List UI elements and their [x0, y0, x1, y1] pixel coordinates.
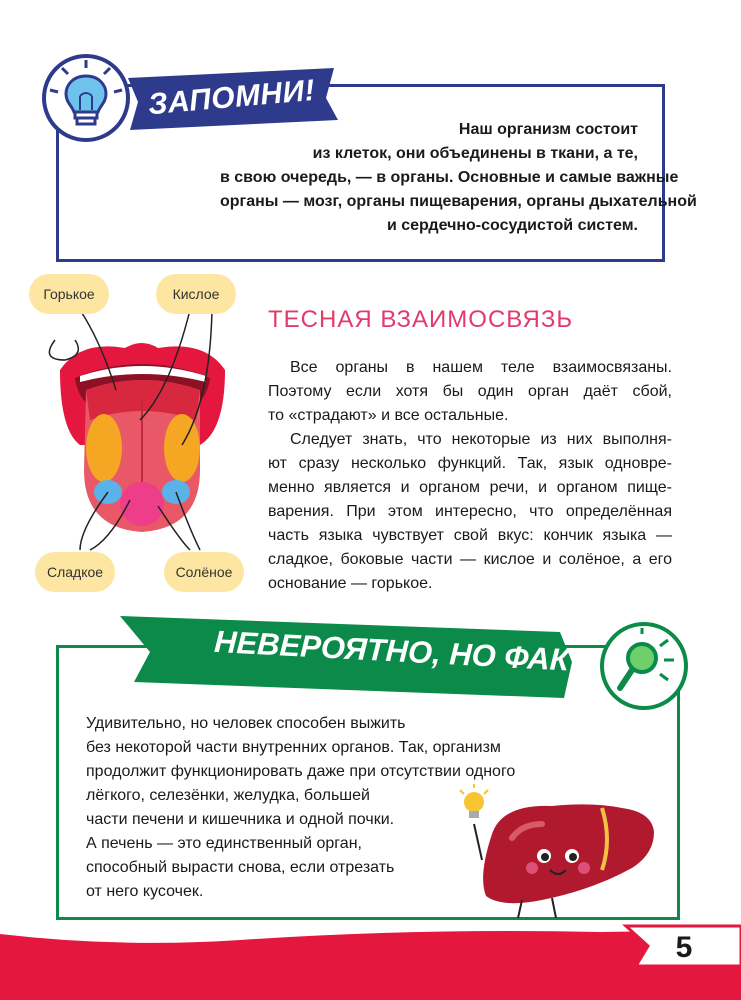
section-line: основание — горькое. [268, 575, 433, 592]
fact-line: без некоторой части внутренних органов. Так, организм [86, 739, 501, 756]
remember-line: в свою очередь, — в органы. Основные и самые важные [220, 169, 679, 186]
remember-line: и сердечно-сосудистой систем. [386, 217, 638, 234]
section-line: варения. При этом интересно, что определённая [268, 503, 672, 520]
taste-label-bitter: Горькое [29, 274, 109, 314]
liver-character [452, 780, 670, 920]
fact-text [86, 712, 516, 904]
remember-line: из клеток, они объединены в ткани, а те, [312, 145, 638, 162]
section-line: Поэтому если хотя бы один орган даёт сбой, [268, 383, 672, 400]
section-line: менно является и органом речи, и органом пище- [268, 479, 672, 496]
section-body [268, 356, 672, 596]
section-line: сладкое, боковые части — кислое и солёное, а его [268, 551, 672, 568]
section-line: часть языка чувствует свой вкус: кончик языка — [268, 527, 672, 544]
fact-line: Удивительно, но человек способен выжить [86, 715, 406, 732]
fact-line: от него кусочек. [86, 883, 204, 900]
taste-label-sweet: Сладкое [35, 552, 115, 592]
taste-label-sour: Кислое [156, 274, 236, 314]
remember-line: Наш организм состоит [458, 121, 638, 138]
taste-label-salty: Солёное [164, 552, 244, 592]
page-number: 5 [675, 931, 693, 964]
small-bulb-icon [460, 784, 488, 818]
fact-line: части печени и кишечника и одной почки. [86, 811, 395, 828]
magnifier-icon [598, 620, 690, 712]
fact-line: А печень — это единственный орган, [86, 835, 362, 852]
fact-line: продолжит функционировать даже при отсутствии одного [86, 763, 516, 780]
tongue-illustration [20, 270, 265, 590]
section-title: ТЕСНАЯ ВЗАИМОСВЯЗЬ [268, 306, 574, 333]
section-line: Следует знать, что некоторые из них выполня- [290, 431, 672, 448]
section-line: ют сразу несколько функций. Так, язык одновре- [268, 455, 672, 472]
remember-title: ЗАПОМНИ! [146, 73, 317, 122]
section-line: Все органы в нашем теле взаимосвязаны. [290, 359, 672, 376]
section-line: то «страдают» и все остальные. [268, 407, 509, 424]
lightbulb-icon [40, 52, 132, 144]
remember-line: органы — мозг, органы пищеварения, органы дыхательной [220, 193, 697, 210]
fact-line: способный вырасти снова, если отрезать [86, 859, 395, 876]
fact-title: НЕВЕРОЯТНО, НО ФАКТ! [213, 623, 600, 680]
fact-line: лёгкого, селезёнки, желудка, большей [86, 787, 370, 804]
remember-text [220, 118, 697, 238]
footer-wave [0, 920, 741, 1000]
